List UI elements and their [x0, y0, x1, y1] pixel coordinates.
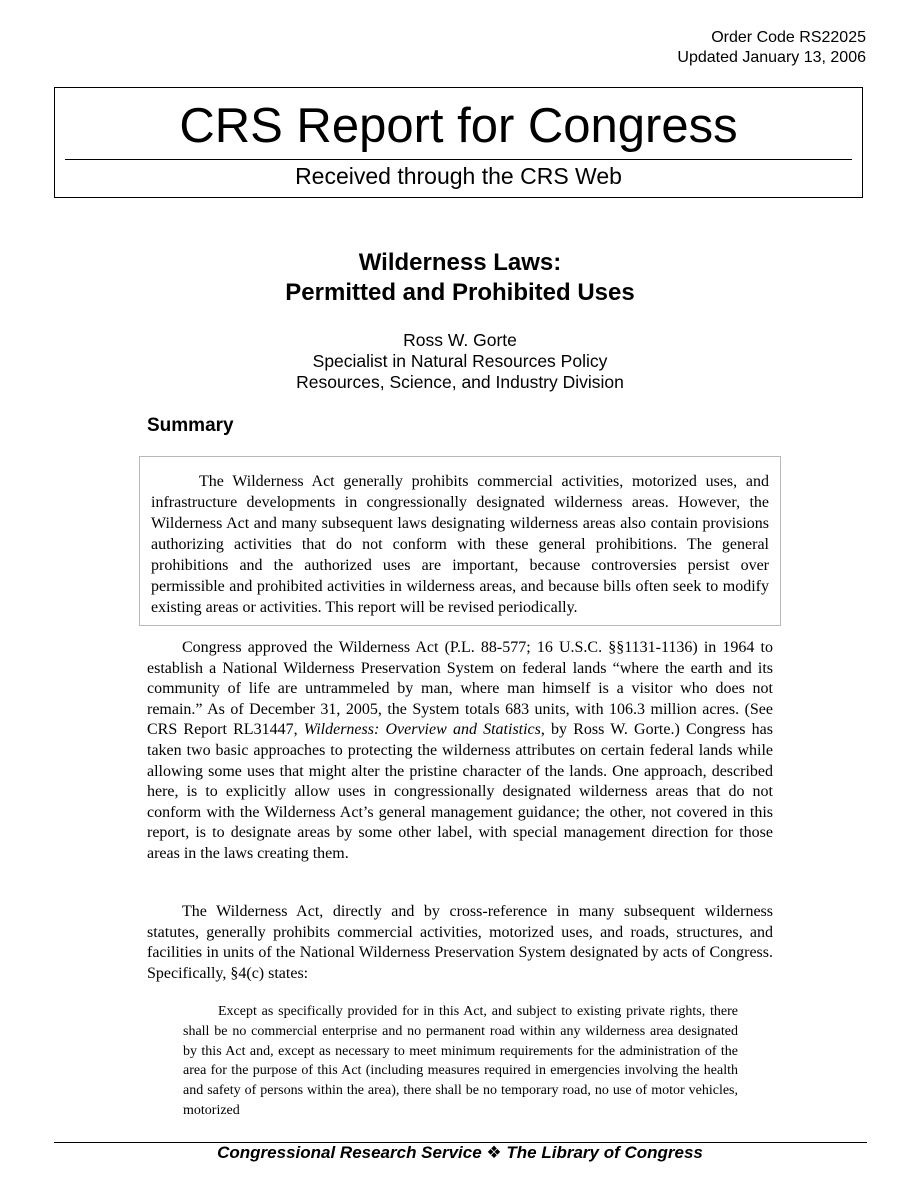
summary-heading: Summary [147, 415, 234, 436]
body-paragraph-2: The Wilderness Act, directly and by cross-reference in many subsequent wilderness statutes, generally prohibits commercial activities, motorized uses, and roads, structures, and facilities in units of the National Wilderness Preservation System designated by acts of Congress. Specifically, §4(c) states: [147, 903, 773, 982]
document-title-line-1: Wilderness Laws: [358, 249, 562, 276]
author-position: Specialist in Natural Resources Policy [312, 351, 608, 371]
author-block [0, 330, 920, 393]
summary-text: The Wilderness Act generally prohibits commercial activities, motorized uses, and infrastructure developments in congressionally designated wilderness areas. However, the Wilderness Act and many subsequent laws designating wilderness areas also contain provisions authorizing activities that do not conform with these general prohibitions. The general prohibitions and the authorized uses are important, because controversies persist over permissible and prohibited activities in wilderness areas, and because bills often seek to modify existing areas or activities. This report will be revised periodically. [151, 473, 769, 616]
order-info [677, 28, 866, 68]
updated-date: Updated January 13, 2006 [677, 49, 866, 66]
page-footer [0, 1143, 920, 1163]
report-reference-title: Wilderness: Overview and Statistics [303, 721, 541, 739]
body-paragraph-1-part-b: , by Ross W. Gorte.) Congress has taken two basic approaches to protecting the wilderness attributes on certain federal lands while allowing some uses that might alter the pristine character of the lands. One approach, described here, is to explicitly allow uses in congressionally designated wilderness areas that do not conform with the Wilderness Act’s general management guidance; the other, not covered in this report, is to designate areas by some other label, with special management direction for those areas in the laws creating them. [147, 721, 774, 862]
report-banner [54, 87, 863, 198]
banner-divider [65, 159, 852, 160]
order-code: Order Code RS22025 [711, 29, 866, 46]
footer-separator-glyph: ❖ [486, 1143, 502, 1162]
body-paragraph-1 [147, 638, 773, 865]
author-name: Ross W. Gorte [403, 330, 517, 350]
summary-box [139, 456, 781, 626]
banner-subtitle: Received through the CRS Web [295, 163, 622, 189]
footer-library: The Library of Congress [506, 1143, 703, 1162]
banner-title: CRS Report for Congress [179, 99, 738, 153]
document-title [0, 248, 920, 308]
document-title-line-2: Permitted and Prohibited Uses [285, 279, 635, 306]
body-paragraph-1-part-a: Congress approved the Wilderness Act (P.L. 88-577; 16 U.S.C. §§1131-1136) in 1964 to establish a National Wilderness Preservation System on federal lands “where the earth and its community of life are untrammeled by man, where man himself is a visitor who does not remain.” As of December 31, 2005, the System totals 683 units, with 106.3 million acres. (See CRS Report RL31447, [147, 639, 773, 739]
author-division: Resources, Science, and Industry Division [296, 372, 624, 392]
block-quote: Except as specifically provided for in this Act, and subject to existing private rights, there shall be no commercial enterprise and no permanent road within any wilderness area designated by this Act and, except as necessary to meet minimum requirements for the administration of the area for the purpose of this Act (including measures required in emergencies involving the health and safety of persons within the area), there shall be no temporary road, no use of motor vehicles, motorized [183, 1004, 738, 1118]
footer-publisher: Congressional Research Service [217, 1143, 482, 1162]
